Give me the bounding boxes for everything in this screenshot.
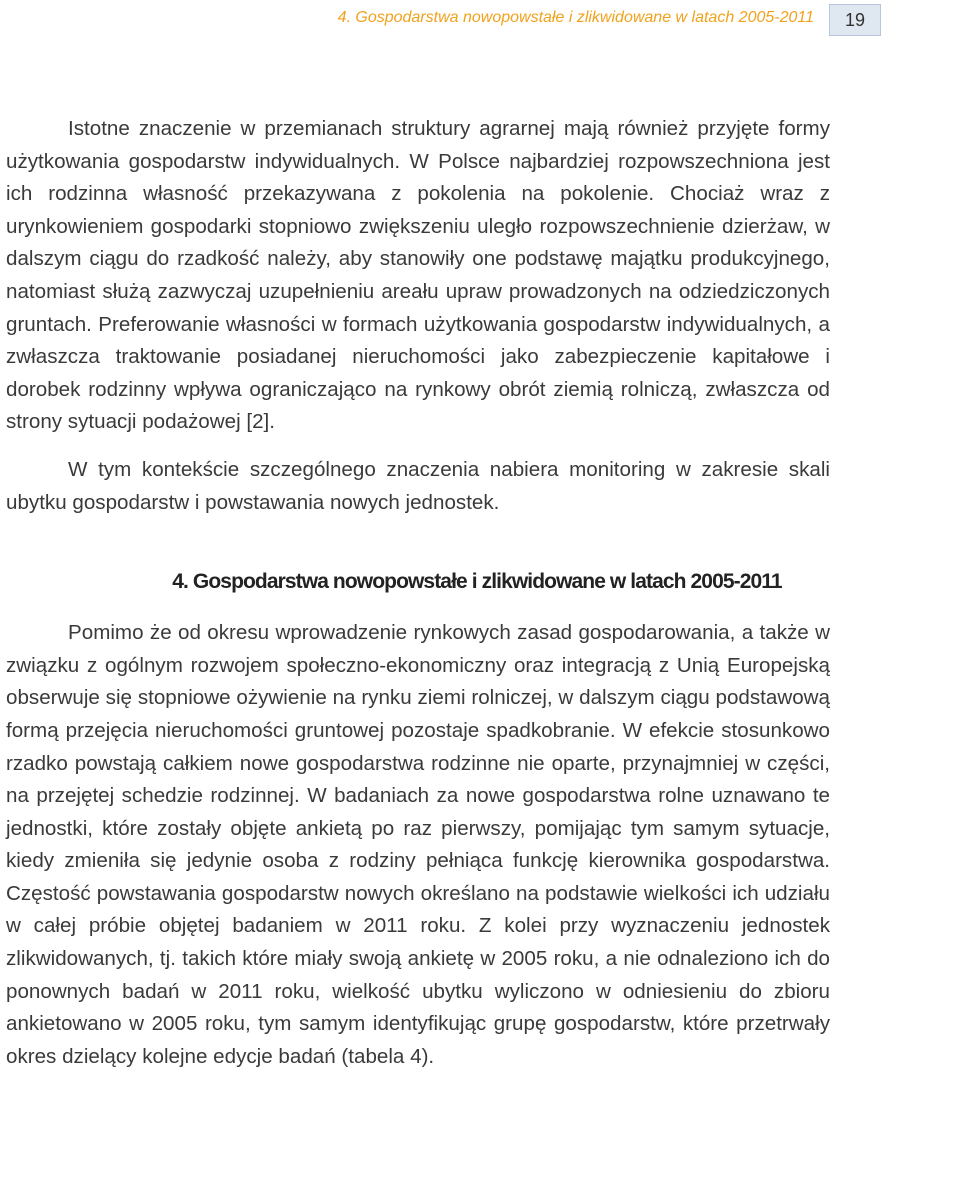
running-header bbox=[0, 0, 960, 44]
page-number-badge: 19 bbox=[829, 4, 881, 36]
running-header-title: 4. Gospodarstwa nowopowstałe i zlikwidowane w latach 2005-2011 bbox=[337, 9, 814, 26]
intro-paragraph-2: W tym kontekście szczególnego znaczenia nabiera monitoring w zakresie skali ubytku gospodarstw i powstawania nowych jednostek. bbox=[6, 457, 830, 514]
section-heading: 4. Gospodarstwa nowopowstałe i zlikwidowane w latach 2005-2011 bbox=[172, 570, 782, 594]
page-body bbox=[6, 113, 830, 1073]
intro-paragraph-1: Istotne znaczenie w przemianach struktury agrarnej mają również przyjęte formy użytkowania gospodarstw indywidualnych. W Polsce najbardziej rozpowszechniona jest ich rodzinna własność przekazywana z pokolenia na pokolenie. Chociaż wraz z urynkowieniem gospodarki stopniowo zwiększeniu uległo rozpowszechnienie dzierżaw, w dalszym ciągu do rzadkość należy, aby stanowiły one podstawę majątku produkcyjnego, natomiast służą zazwyczaj uzupełnieniu areału upraw prowadzonych na odziedziczonych gruntach. Preferowanie własności w formach użytkowania gospodarstw indywidualnych, a zwłaszcza traktowanie posiadanej nieruchomości jako zabezpieczenie kapitałowe i dorobek rodzinny wpływa ograniczająco na rynkowy obrót ziemią rolniczą, zwłaszcza od strony sytuacji podażowej [2]. bbox=[6, 117, 830, 434]
section-paragraph-1: Pomimo że od okresu wprowadzenie rynkowych zasad gospodarowania, a także w związku z ogólnym rozwojem społeczno-ekonomiczny oraz integracją z Unią Europejską obserwuje się stopniowe ożywienie na rynku ziemi rolniczej, w dalszym ciągu podstawową formą przejęcia nieruchomości gruntowej pozostaje spadkobranie. W efekcie stosunkowo rzadko powstają całkiem nowe gospodarstwa rodzinne nie oparte, przynajmniej w części, na przejętej schedzie rodzinnej. W badaniach za nowe gospodarstwa rolne uznawano te jednostki, które zostały objęte ankietą po raz pierwszy, pomijając tym samym sytuacje, kiedy zmieniła się jedynie osoba z rodziny pełniąca funkcję kierownika gospodarstwa. Częstość powstawania gospodarstw nowych określano na podstawie wielkości ich udziału w całej próbie objętej badaniem w 2011 roku. Z kolei przy wyznaczeniu jednostek zlikwidowanych, tj. takich które miały swoją ankietę w 2005 roku, a nie odnaleziono ich do ponownych badań w 2011 roku, wielkość ubytku wyliczono w odniesieniu do zbioru ankietowano w 2005 roku, tym samym identyfikując grupę gospodarstw, które przetrwały okres dzielący kolejne edycje badań (tabela 4). bbox=[6, 621, 830, 1068]
